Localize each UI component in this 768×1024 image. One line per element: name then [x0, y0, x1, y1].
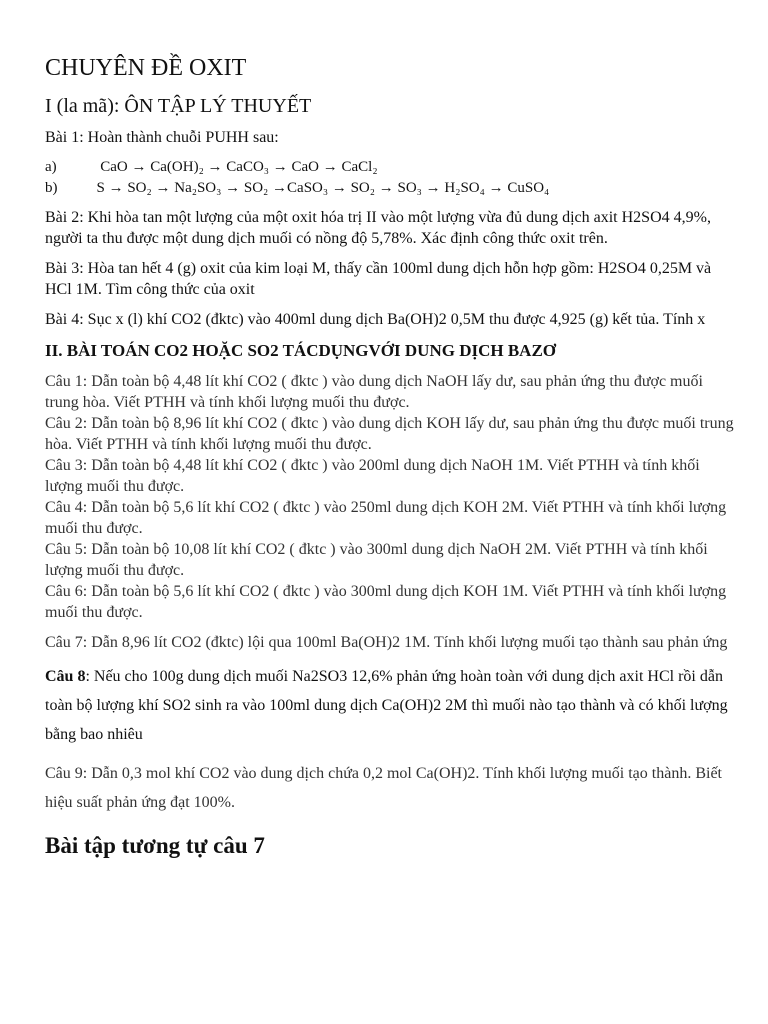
- question-6: Câu 6: Dẫn toàn bộ 5,6 lít khí CO2 ( đktc ) vào 300ml dung dịch KOH 1M. Viết PTHH và tính khối lượng muối thu được.: [45, 583, 727, 621]
- chain-a-text: CaO → Ca(OH)₂ → CaCO₃ → CaO → CaCl₂: [89, 159, 378, 175]
- section-1-heading: I (la mã): ÔN TẬP LÝ THUYẾT: [45, 95, 312, 117]
- document-title: CHUYÊN ĐỀ OXIT: [45, 55, 247, 81]
- question-3: Câu 3: Dẫn toàn bộ 4,48 lít khí CO2 ( đktc ) vào 200ml dung dịch NaOH 1M. Viết PTHH và tính khối lượng muối thu được.: [45, 457, 700, 495]
- chain-b: [45, 178, 735, 199]
- question-9: Câu 9: Dẫn 0,3 mol khí CO2 vào dung dịch chứa 0,2 mol Ca(OH)2. Tính khối lượng muối tạo thành. Biết hiệu suất phản ứng đạt 100%.: [45, 765, 722, 811]
- reaction-chains: [45, 157, 735, 199]
- question-1: Câu 1: Dẫn toàn bộ 4,48 lít khí CO2 ( đktc ) vào dung dịch NaOH lấy dư, sau phản ứng thu được muối trung hòa. Viết PTHH và tính khối lượng muối thu được.: [45, 373, 703, 411]
- question-8-text: : Nếu cho 100g dung dịch muối Na2SO3 12,6% phản ứng hoàn toàn với dung dịch axit HCl rồi dẫn toàn bộ lượng khí SO2 sinh ra vào 100ml dung dịch Ca(OH)2 2M thì muối nào tạo thành và có khối lượng bằng bao nhiêu: [45, 668, 728, 743]
- question-5: Câu 5: Dẫn toàn bộ 10,08 lít khí CO2 ( đktc ) vào 300ml dung dịch NaOH 2M. Viết PTHH và tính khối lượng muối thu được.: [45, 541, 708, 579]
- section-3-heading: Bài tập tương tự câu 7: [45, 833, 265, 858]
- question-7: Câu 7: Dẫn 8,96 lít CO2 (đktc) lội qua 100ml Ba(OH)2 1M. Tính khối lượng muối tạo thành sau phản ứng: [45, 634, 728, 651]
- chain-a-label: a): [45, 159, 57, 175]
- exercise-4: Bài 4: Sục x (l) khí CO2 (đktc) vào 400ml dung dịch Ba(OH)2 0,5M thu được 4,925 (g) kết tủa. Tính x: [45, 311, 706, 328]
- chain-a: [45, 157, 735, 178]
- question-4: Câu 4: Dẫn toàn bộ 5,6 lít khí CO2 ( đktc ) vào 250ml dung dịch KOH 2M. Viết PTHH và tính khối lượng muối thu được.: [45, 499, 727, 537]
- exercise-3: Bài 3: Hòa tan hết 4 (g) oxit của kim loại M, thấy cần 100ml dung dịch hỗn hợp gồm: H2SO4 0,25M và HCl 1M. Tìm công thức của oxit: [45, 260, 712, 298]
- section-2-heading: [45, 339, 735, 363]
- exercise-1: Bài 1: Hoàn thành chuỗi PUHH sau:: [45, 129, 279, 146]
- question-list: [45, 371, 735, 623]
- chain-b-text: S → SO₂ → Na₂SO₃ → SO₂ →CaSO₃ → SO₂ → SO₃ → H₂SO₄ → CuSO₄: [89, 180, 550, 196]
- question-2: Câu 2: Dẫn toàn bộ 8,96 lít khí CO2 ( đktc ) vào dung dịch KOH lấy dư, sau phản ứng thu được muối trung hòa. Viết PTHH và tính khối lượng muối thu được.: [45, 415, 734, 453]
- chain-b-label: b): [45, 180, 58, 196]
- question-8: [45, 662, 735, 749]
- section-2-number: II: [45, 341, 59, 360]
- section-2-text: . BÀI TOÁN CO2 HOẶC SO2 TÁCDỤNGVỚI DUNG DỊCH BAZƠ: [58, 341, 557, 360]
- document-page: [45, 52, 735, 861]
- question-8-label: Câu 8: [45, 668, 86, 685]
- exercise-2: Bài 2: Khi hòa tan một lượng của một oxit hóa trị II vào một lượng vừa đủ dung dịch axit H2SO4 4,9%, người ta thu được một dung dịch muối có nồng độ 5,78%. Xác định công thức oxit trên.: [45, 209, 711, 247]
